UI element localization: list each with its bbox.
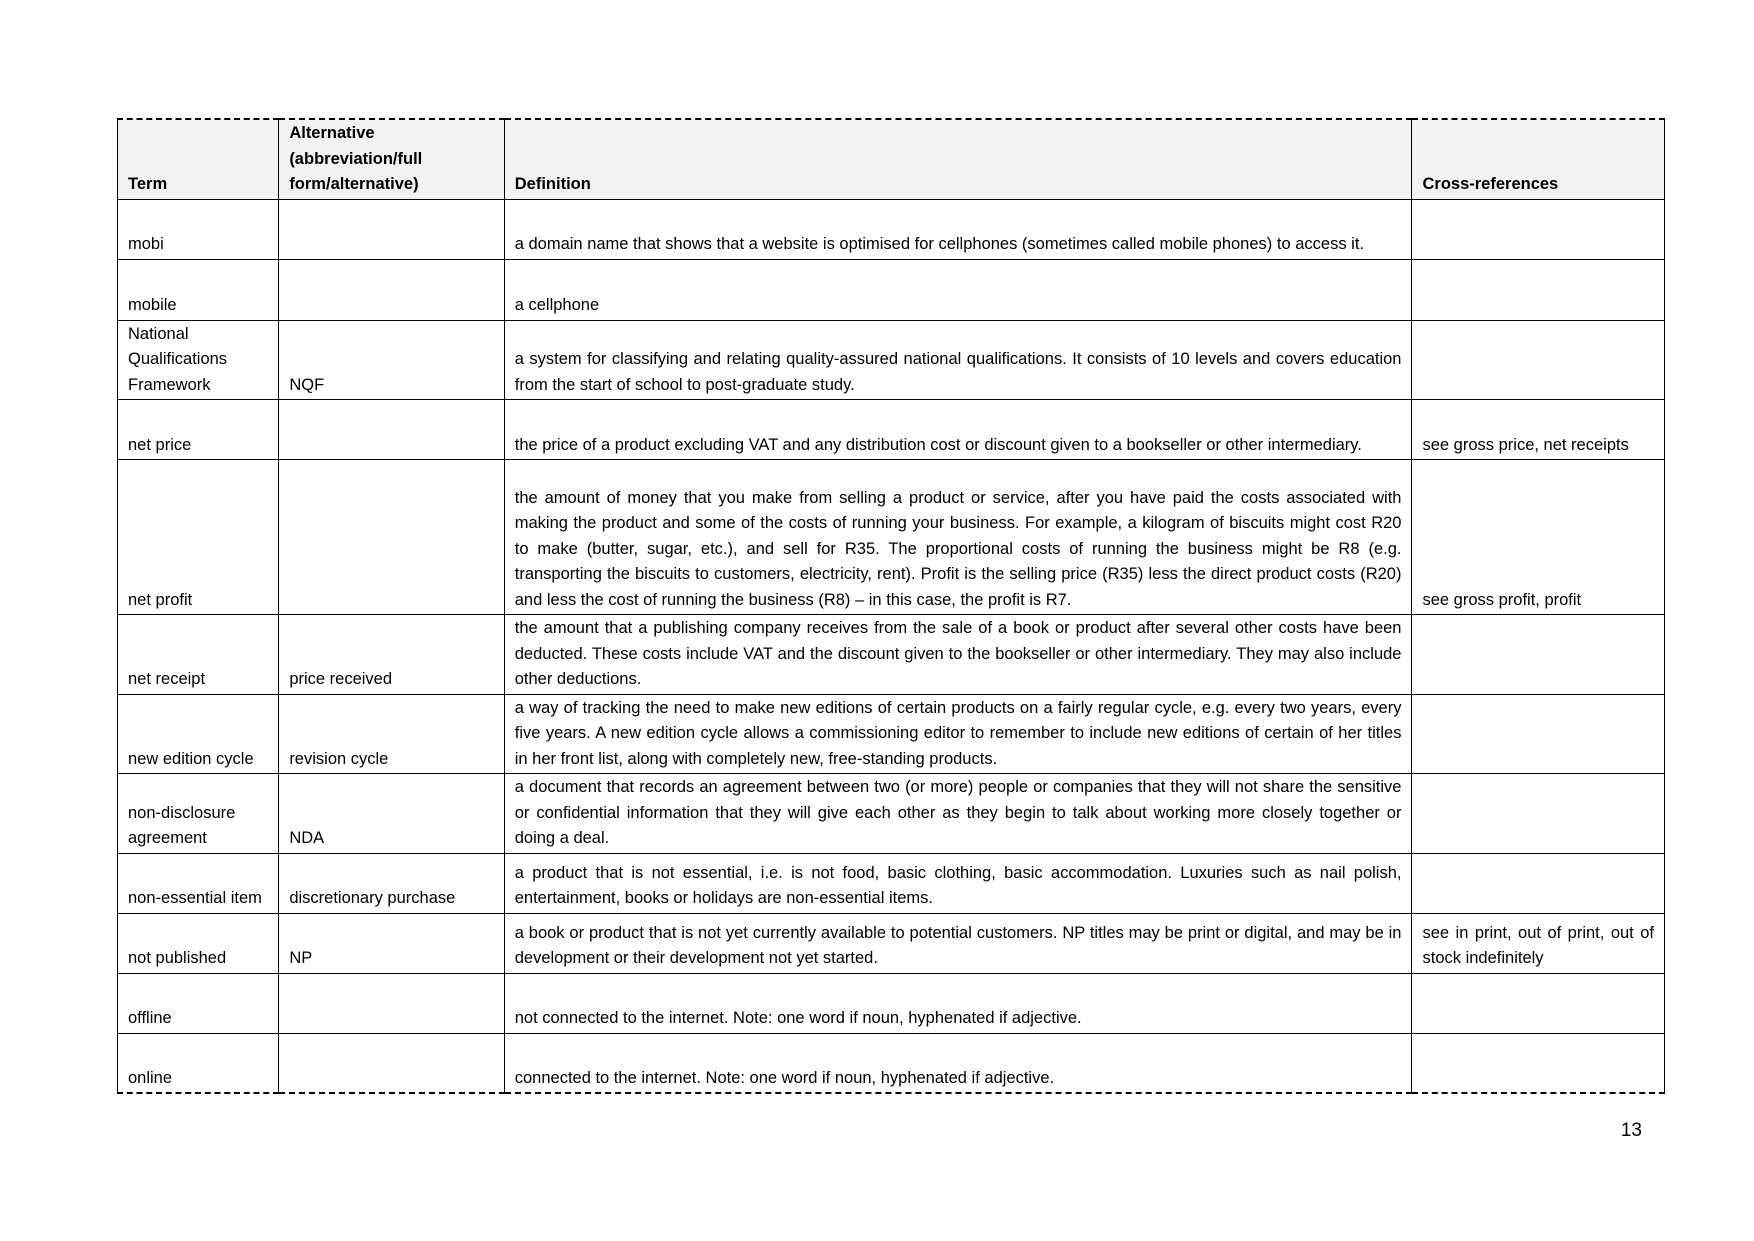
cross-references-cell: see gross price, net receipts	[1412, 400, 1665, 460]
alternative-cell: price received	[279, 615, 504, 695]
table-row	[118, 320, 1665, 400]
definition-cell: the amount that a publishing company receives from the sale of a book or product after several other costs have been deducted. These costs include VAT and the discount given to the bookseller or other intermediary. They may also include other deductions.	[504, 615, 1412, 695]
definition-cell: a domain name that shows that a website is optimised for cellphones (sometimes called mobile phones) to access it.	[504, 199, 1412, 259]
alternative-cell: NQF	[279, 320, 504, 400]
alternative-cell: revision cycle	[279, 694, 504, 774]
alternative-cell	[279, 973, 504, 1033]
alternative-cell	[279, 259, 504, 320]
table-row	[118, 853, 1665, 913]
header-definition: Definition	[504, 119, 1412, 199]
term-cell: not published	[118, 913, 279, 973]
term-cell: net profit	[118, 460, 279, 615]
alternative-cell: NDA	[279, 774, 504, 854]
definition-cell: a product that is not essential, i.e. is not food, basic clothing, basic accommodation. Luxuries such as nail polish, entertainment, books or holidays are non-essential items.	[504, 853, 1412, 913]
table-row	[118, 460, 1665, 615]
table-row	[118, 973, 1665, 1033]
term-cell: mobile	[118, 259, 279, 320]
table-row	[118, 694, 1665, 774]
header-alternative: Alternative (abbreviation/full form/alternative)	[279, 119, 504, 199]
definition-cell: the amount of money that you make from selling a product or service, after you have paid the costs associated with making the product and some of the costs of running your business. For example, a kilogram of biscuits might cost R20 to make (butter, sugar, etc.), and sell for R35. The proportional costs of running the business might be R8 (e.g. transporting the biscuits to customers, electricity, rent). Profit is the selling price (R35) less the direct product costs (R20) and less the cost of running the business (R8) – in this case, the profit is R7.	[504, 460, 1412, 615]
cross-references-cell	[1412, 259, 1665, 320]
table-row	[118, 259, 1665, 320]
alternative-cell	[279, 460, 504, 615]
term-cell: net price	[118, 400, 279, 460]
definition-cell: a system for classifying and relating quality-assured national qualifications. It consists of 10 levels and covers education from the start of school to post-graduate study.	[504, 320, 1412, 400]
term-cell: mobi	[118, 199, 279, 259]
cross-references-cell: see in print, out of print, out of stock indefinitely	[1412, 913, 1665, 973]
table-row	[118, 400, 1665, 460]
term-cell: non-disclosure agreement	[118, 774, 279, 854]
definition-cell: a cellphone	[504, 259, 1412, 320]
alternative-cell: discretionary purchase	[279, 853, 504, 913]
definition-cell: the price of a product excluding VAT and any distribution cost or discount given to a bookseller or other intermediary.	[504, 400, 1412, 460]
cross-references-cell	[1412, 615, 1665, 695]
cross-references-cell	[1412, 774, 1665, 854]
definition-cell: not connected to the internet. Note: one word if noun, hyphenated if adjective.	[504, 973, 1412, 1033]
term-cell: new edition cycle	[118, 694, 279, 774]
term-cell: National Qualifications Framework	[118, 320, 279, 400]
alternative-cell	[279, 400, 504, 460]
cross-references-cell: see gross profit, profit	[1412, 460, 1665, 615]
term-cell: online	[118, 1033, 279, 1093]
definition-cell: a way of tracking the need to make new editions of certain products on a fairly regular cycle, e.g. every two years, every five years. A new edition cycle allows a commissioning editor to remember to include new editions of certain of her titles in her front list, along with completely new, free-standing products.	[504, 694, 1412, 774]
table-row	[118, 615, 1665, 695]
term-cell: non-essential item	[118, 853, 279, 913]
table-row	[118, 913, 1665, 973]
table-row	[118, 774, 1665, 854]
cross-references-cell	[1412, 320, 1665, 400]
alternative-cell: NP	[279, 913, 504, 973]
alternative-cell	[279, 199, 504, 259]
term-cell: offline	[118, 973, 279, 1033]
header-row	[118, 119, 1665, 199]
cross-references-cell	[1412, 199, 1665, 259]
cross-references-cell	[1412, 694, 1665, 774]
header-cross-references: Cross-references	[1412, 119, 1665, 199]
cross-references-cell	[1412, 1033, 1665, 1093]
definition-cell: a document that records an agreement between two (or more) people or companies that they will not share the sensitive or confidential information that they will give each other as they begin to talk about working more closely together or doing a deal.	[504, 774, 1412, 854]
cross-references-cell	[1412, 853, 1665, 913]
header-term: Term	[118, 119, 279, 199]
table-body	[118, 199, 1665, 1093]
cross-references-cell	[1412, 973, 1665, 1033]
table-row	[118, 199, 1665, 259]
table-header	[118, 119, 1665, 199]
definition-cell: a book or product that is not yet currently available to potential customers. NP titles may be print or digital, and may be in development or their development not yet started.	[504, 913, 1412, 973]
page-number: 13	[1620, 1120, 1642, 1141]
definition-cell: connected to the internet. Note: one word if noun, hyphenated if adjective.	[504, 1033, 1412, 1093]
table-row	[118, 1033, 1665, 1093]
glossary-table	[117, 118, 1665, 1094]
term-cell: net receipt	[118, 615, 279, 695]
alternative-cell	[279, 1033, 504, 1093]
